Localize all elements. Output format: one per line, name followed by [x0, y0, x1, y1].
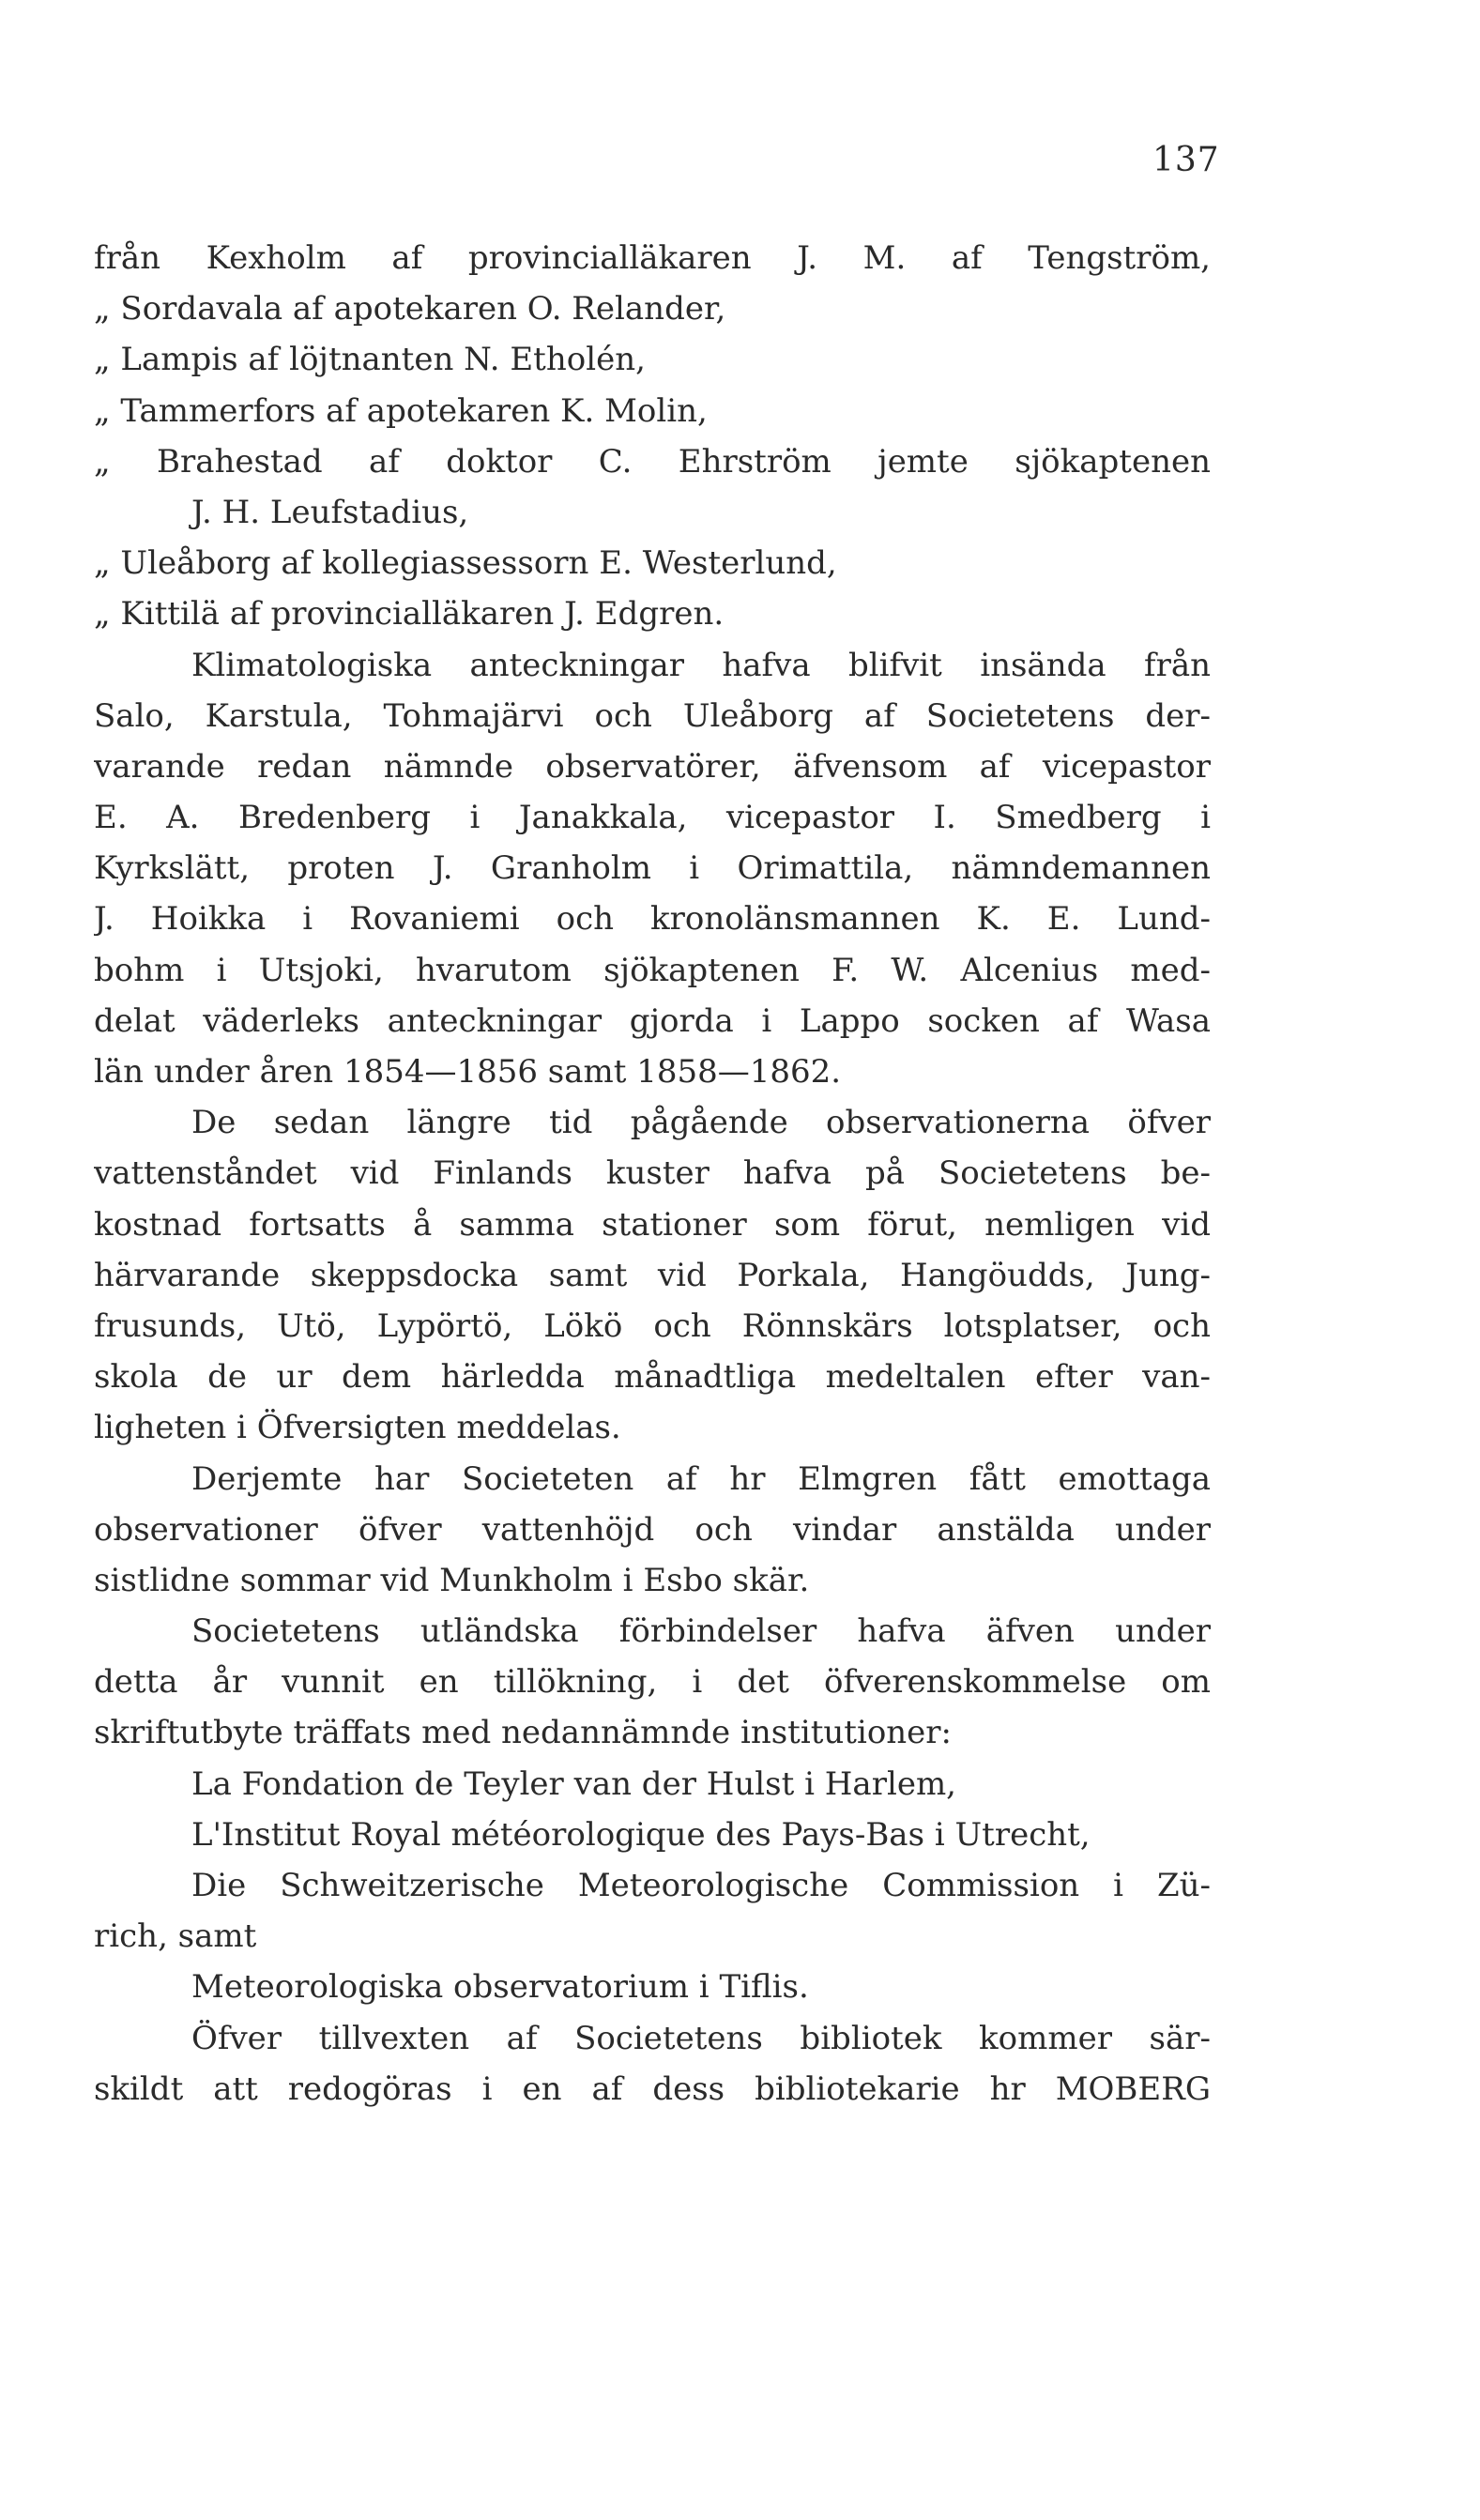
text-line: Societetens utländska förbindelser hafva äfven under: [191, 1612, 1211, 1651]
text-line: Die Schweitzerische Meteorologische Commission i Zü-: [191, 1867, 1211, 1904]
text-line: varande redan nämnde observatörer, äfvensom af vicepastor: [94, 747, 1211, 786]
text-line: bohm i Utsjoki, hvarutom sjökaptenen F. W. Alcenius med-: [94, 951, 1211, 989]
text-line: Meteorologiska observatorium i Tiflis.: [191, 1968, 809, 2007]
text-line: skola de ur dem härledda månadtliga medeltalen efter van-: [94, 1358, 1211, 1397]
text-line: „ Brahestad af doktor C. Ehrström jemte sjökaptenen: [94, 442, 1211, 481]
text-line: Kyrkslätt, proten J. Granholm i Orimattila, nämndemannen: [94, 849, 1211, 888]
text-line: „ Kittilä af provincialläkaren J. Edgren.: [94, 595, 725, 634]
text-line: län under åren 1854—1856 samt 1858—1862.: [94, 1053, 842, 1091]
text-line: detta år vunnit en tillökning, i det öfverenskommelse om: [94, 1663, 1211, 1702]
text-line: rich, samt: [94, 1917, 257, 1956]
text-line: observationer öfver vattenhöjd och vindar anstälda under: [94, 1510, 1211, 1549]
text-line: ligheten i Öfversigten meddelas.: [94, 1409, 621, 1447]
text-line: J. H. Leufstadius,: [191, 493, 469, 531]
text-line: J. Hoikka i Rovaniemi och kronolänsmannen K. E. Lund-: [94, 900, 1211, 939]
text-line: härvarande skeppsdocka samt vid Porkala, Hangöudds, Jung-: [94, 1256, 1211, 1294]
text-line: „ Sordavala af apotekaren O. Relander,: [94, 290, 726, 328]
text-line: „ Lampis af löjtnanten N. Etholén,: [94, 341, 646, 379]
text-line: Öfver tillvexten af Societetens bibliotek kommer sär-: [191, 2019, 1211, 2057]
text-line: „ Uleåborg af kollegiassessorn E. Westerlund,: [94, 544, 837, 583]
text-line: från Kexholm af provincialläkaren J. M. af Tengström,: [94, 239, 1211, 277]
text-line: frusunds, Utö, Lypörtö, Lökö och Rönnskärs lotsplatser, och: [94, 1306, 1211, 1345]
text-line: skriftutbyte träffats med nedannämnde institutioner:: [94, 1714, 953, 1752]
text-line: delat väderleks anteckningar gjorda i Lappo socken af Wasa: [94, 1001, 1211, 1040]
text-line: „ Tammerfors af apotekaren K. Molin,: [94, 391, 708, 430]
text-line: vattenståndet vid Finlands kuster hafva på Societetens be-: [94, 1154, 1211, 1193]
text-line: kostnad fortsatts å samma stationer som förut, nemligen vid: [94, 1205, 1211, 1244]
text-line: Klimatologiska anteckningar hafva blifvit insända från: [191, 646, 1211, 684]
text-line: Salo, Karstula, Tohmajärvi och Uleåborg af Societetens der-: [94, 696, 1211, 735]
text-line: L'Institut Royal météorologique des Pays-Bas i Utrecht,: [191, 1815, 1091, 1854]
text-line: E. A. Bredenberg i Janakkala, vicepastor I. Smedberg i: [94, 799, 1211, 837]
body-text: [94, 233, 1211, 2115]
page-number: 137: [1152, 141, 1220, 179]
text-line: skildt att redogöras i en af dess bibliotekarie hr MOBERG: [94, 2069, 1211, 2108]
text-line: Derjemte har Societeten af hr Elmgren fått emottaga: [191, 1459, 1211, 1498]
text-line: La Fondation de Teyler van der Hulst i Harlem,: [191, 1764, 956, 1803]
text-line: sistlidne sommar vid Munkholm i Esbo skär.: [94, 1561, 810, 1599]
text-line: De sedan längre tid pågående observationerna öfver: [191, 1104, 1211, 1142]
